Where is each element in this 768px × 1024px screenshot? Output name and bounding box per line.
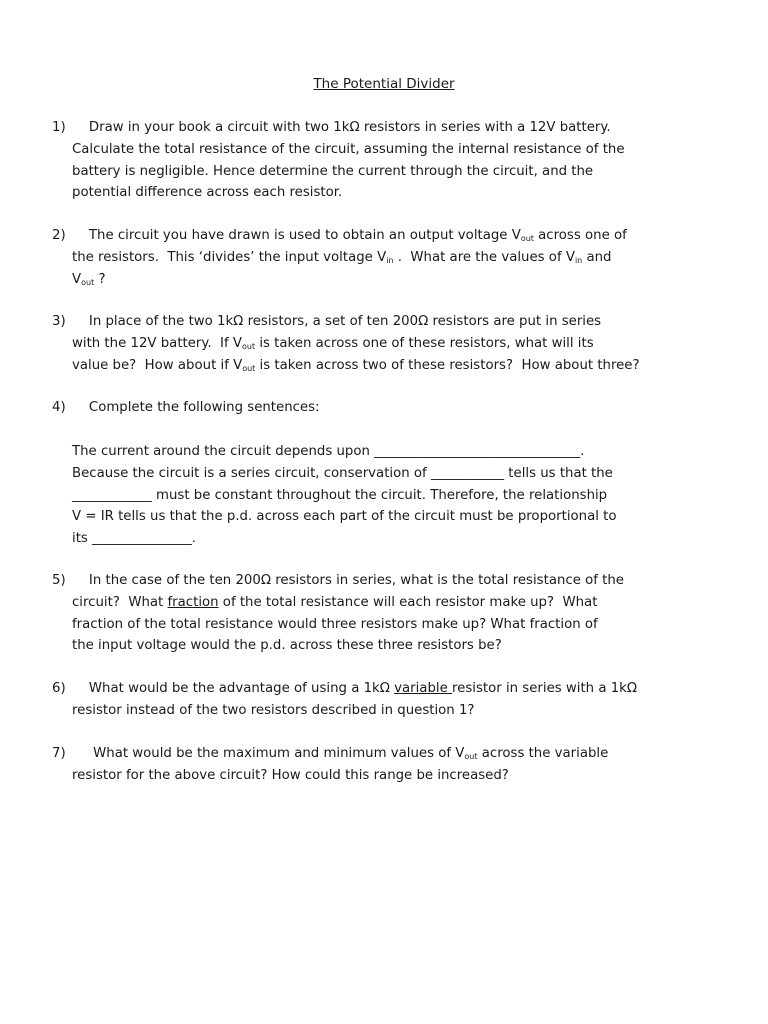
text-run: . What are the values of V	[393, 249, 575, 265]
question-line: In the case of the ten 200Ω resistors in series, what is the total resistance of the	[72, 573, 624, 588]
question-line: Because the circuit is a series circuit, conservation of ___________ tells us that the	[72, 465, 613, 481]
text-run: resistor in series with a 1kΩ	[452, 681, 638, 696]
question-line	[72, 247, 722, 269]
text-run: the resistors. This ‘divides’ the input voltage V	[72, 249, 387, 265]
text-run: with the 12V battery. If V	[72, 335, 242, 351]
question-text	[72, 678, 722, 722]
question-text	[72, 311, 722, 376]
question-line: Calculate the total resistance of the circuit, assuming the internal resistance of the	[72, 141, 625, 157]
text-run: V	[72, 271, 82, 287]
text-run: across one of	[533, 228, 627, 243]
question-line: its _______________.	[72, 531, 197, 547]
text-run: across the variable	[477, 746, 609, 761]
subscript: out	[520, 234, 534, 243]
question-line	[72, 225, 722, 247]
subscript: out	[242, 363, 256, 373]
question-text	[72, 570, 722, 657]
text-run: is taken across one of these resistors, what will its	[255, 335, 594, 351]
question-line: ____________ must be constant throughout the circuit. Therefore, the relationship	[72, 487, 608, 503]
question-line	[72, 355, 722, 377]
text-run: is taken across two of these resistors? How about three?	[255, 357, 640, 373]
question-line: the input voltage would the p.d. across these three resistors be?	[72, 638, 502, 654]
text-run: ?	[94, 271, 106, 287]
text-run: What would be the advantage of using a 1kΩ	[72, 681, 395, 696]
question-number: 5)	[52, 573, 66, 588]
question-heading: Complete the following sentences:	[72, 400, 320, 415]
underlined-word: variable	[394, 681, 452, 696]
question-line	[72, 269, 722, 291]
question-line: The current around the circuit depends upon _______________________________.	[72, 444, 585, 459]
question-line: Draw in your book a circuit with two 1kΩ resistors in series with a 12V battery.	[72, 120, 611, 135]
subscript: out	[241, 341, 256, 351]
question-line: potential difference across each resistor.	[72, 185, 343, 201]
subscript: in	[386, 255, 394, 265]
question-line	[72, 592, 722, 614]
page-title: The Potential Divider	[313, 76, 455, 92]
question-number: 3)	[52, 314, 66, 329]
question-number: 6)	[52, 681, 66, 696]
text-run: circuit? What	[72, 594, 168, 610]
question-text	[72, 743, 722, 787]
question-number: 4)	[52, 400, 66, 415]
subscript: out	[81, 277, 95, 287]
subscript: out	[464, 752, 478, 761]
text-run: What would be the maximum and minimum values of V	[72, 746, 465, 761]
question-text	[72, 117, 722, 204]
question-line: battery is negligible. Hence determine the current through the circuit, and the	[72, 163, 594, 179]
question-text	[72, 397, 722, 419]
question-line: In place of the two 1kΩ resistors, a set of ten 200Ω resistors are put in series	[72, 314, 602, 329]
question-text	[72, 225, 722, 290]
text-run: of the total resistance will each resistor make up? What	[218, 594, 598, 610]
question-line	[72, 678, 722, 700]
text-run: and	[582, 249, 612, 265]
question-line: resistor for the above circuit? How could this range be increased?	[72, 767, 509, 783]
question-line	[72, 333, 722, 355]
question-number: 7)	[52, 746, 66, 761]
question-number: 2)	[52, 228, 66, 243]
text-run: value be? How about if V	[72, 357, 243, 373]
underlined-word: fraction	[167, 594, 219, 610]
question-number: 1)	[52, 120, 66, 135]
question-text	[72, 441, 722, 550]
question-line: resistor instead of the two resistors described in question 1?	[72, 702, 475, 718]
question-line	[72, 743, 722, 765]
question-line: fraction of the total resistance would three resistors make up? What fraction of	[72, 616, 598, 632]
subscript: in	[574, 255, 583, 265]
text-run: The circuit you have drawn is used to obtain an output voltage V	[72, 228, 521, 243]
question-line: V = IR tells us that the p.d. across each part of the circuit must be proportional to	[72, 509, 617, 525]
